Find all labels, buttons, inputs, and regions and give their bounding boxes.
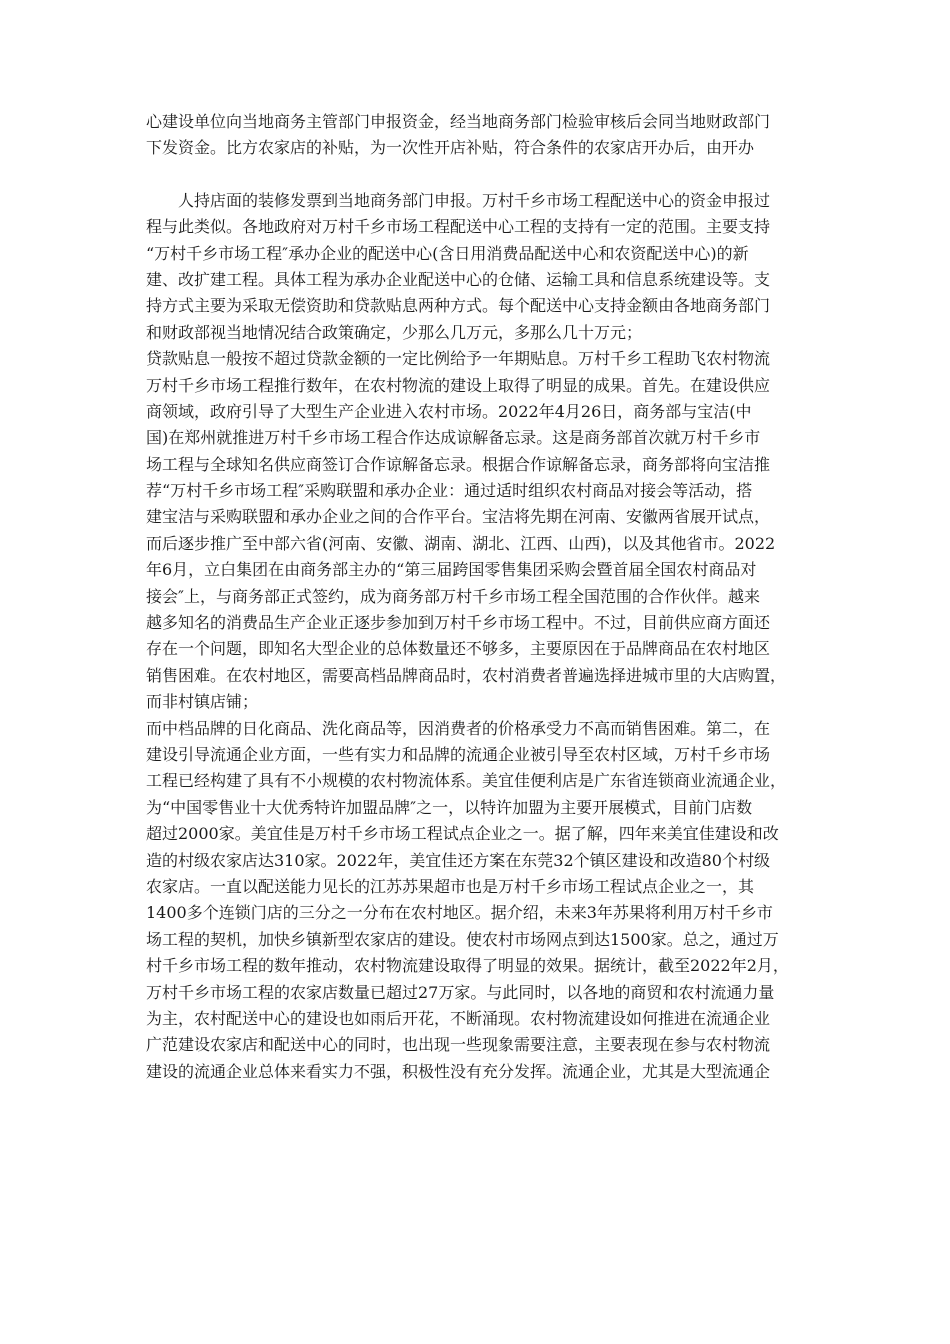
text-line: 为“中国零售业十大优秀特许加盟品牌″之一，以特许加盟为主要开展模式，目前门店数 xyxy=(146,797,753,817)
text-line: 建设引导流通企业方面，一些有实力和品牌的流通企业被引导至农村区域，万村千乡市场 xyxy=(146,744,771,764)
text-line: 广范建设农家店和配送中心的同时，也出现一些现象需要注意，主要表现在参与农村物流 xyxy=(146,1035,771,1055)
text-line: 荐“万村千乡市场工程″采购联盟和承办企业：通过适时组织农村商品对接会等活动，搭 xyxy=(146,481,753,501)
text-line: 存在一个问题，即知名大型企业的总体数量还不够多，主要原因在于品牌商品在农村地区 xyxy=(146,639,771,659)
text-line: 贷款贴息一般按不超过贷款金额的一定比例给予一年期贴息。万村千乡工程助飞农村物流 xyxy=(146,349,771,369)
document-body xyxy=(146,109,806,1085)
text-line: 人持店面的装修发票到当地商务部门申报。万村千乡市场工程配送中心的资金申报过 xyxy=(178,190,771,210)
text-line: 建、改扩建工程。具体工程为承办企业配送中心的仓储、运输工具和信息系统建设等。支 xyxy=(146,269,771,289)
text-line: 和财政部视当地情况结合政策确定，少那么几万元，多那么几十万元； xyxy=(146,322,643,342)
text-line: 超过2000家。美宜佳是万村千乡市场工程试点企业之一。据了解，四年来美宜佳建设和改 xyxy=(146,824,779,844)
text-line: 下发资金。比方农家店的补贴，为一次性开店补贴，符合条件的农家店开办后，由开办 xyxy=(146,138,755,158)
text-line: 而后逐步推广至中部六省(河南、安徽、湖南、湖北、江西、山西)，以及其他省市。2022 xyxy=(146,533,776,553)
text-line: 年6月，立白集团在由商务部主办的“第三届跨国零售集团采购会暨首届全国农村商品对 xyxy=(146,560,757,580)
text-line: 程与此类似。各地政府对万村千乡市场工程配送中心工程的支持有一定的范围。主要支持 xyxy=(146,217,771,237)
text-line: 心建设单位向当地商务主管部门申报资金，经当地商务部门检验审核后会同当地财政部门 xyxy=(146,112,771,131)
text-line: 越多知名的消费品生产企业正逐步参加到万村千乡市场工程中。不过，目前供应商方面还 xyxy=(146,613,771,633)
text-line: 持方式主要为采取无偿资助和贷款贴息两种方式。每个配送中心支持金额由各地商务部门 xyxy=(146,296,771,316)
text-line: 1400多个连锁门店的三分之一分布在农村地区。据介绍，未来3年苏果将利用万村千乡市 xyxy=(146,903,773,923)
text-line: 接会″上，与商务部正式签约，成为商务部万村千乡市场工程全国范围的合作伙伴。越来 xyxy=(146,586,760,606)
text-line: 为主，农村配送中心的建设也如雨后开花，不断涌现。农村物流建设如何推进在流通企业 xyxy=(146,1008,771,1028)
text-line: 而非村镇店铺； xyxy=(146,692,259,712)
text-line: 万村千乡市场工程推行数年，在农村物流的建设上取得了明显的成果。首先。在建设供应 xyxy=(146,375,771,395)
text-line: 建宝洁与采购联盟和承办企业之间的合作平台。宝洁将先期在河南、安徽两省展开试点， xyxy=(146,507,771,527)
text-line: 农家店。一直以配送能力见长的江苏苏果超市也是万村千乡市场工程试点企业之一，其 xyxy=(146,876,755,896)
text-line: 村千乡市场工程的数年推动，农村物流建设取得了明显的效果。据统计，截至2022年2月， xyxy=(146,956,789,976)
paragraph-block-2 xyxy=(146,188,806,1085)
text-line: 建设的流通企业总体来看实力不强，积极性没有充分发挥。流通企业，尤其是大型流通企 xyxy=(146,1061,771,1081)
text-line: 销售困难。在农村地区，需要高档品牌商品时，农村消费者普遍选择进城市里的大店购置， xyxy=(146,665,787,685)
text-line: 场工程的契机，加快乡镇新型农家店的建设。使农村市场网点到达1500家。总之，通过万 xyxy=(146,929,779,949)
paragraph-gap xyxy=(146,162,806,188)
text-line: 国)在郑州就推进万村千乡市场工程合作达成谅解备忘录。这是商务部首次就万村千乡市 xyxy=(146,428,761,448)
paragraph-block-1 xyxy=(146,109,806,162)
text-line: 万村千乡市场工程的农家店数量已超过27万家。与此同时，以各地的商贸和农村流通力量 xyxy=(146,982,775,1002)
text-line: 而中档品牌的日化商品、洗化商品等，因消费者的价格承受力不高而销售困难。第二，在 xyxy=(146,718,771,738)
text-line: 商领域，政府引导了大型生产企业进入农村市场。2022年4月26日，商务部与宝洁(中 xyxy=(146,401,752,421)
text-line: 造的村级农家店达310家。2022年，美宜佳还方案在东莞32个镇区建设和改造80个村级 xyxy=(146,850,770,870)
text-line: “万村千乡市场工程″承办企业的配送中心(含日用消费品配送中心和农资配送中心)的新 xyxy=(146,243,749,263)
text-line: 场工程与全球知名供应商签订合作谅解备忘录。根据合作谅解备忘录，商务部将向宝洁推 xyxy=(146,454,771,474)
text-line: 工程已经构建了具有不小规模的农村物流体系。美宜佳便利店是广东省连锁商业流通企业， xyxy=(146,771,787,791)
